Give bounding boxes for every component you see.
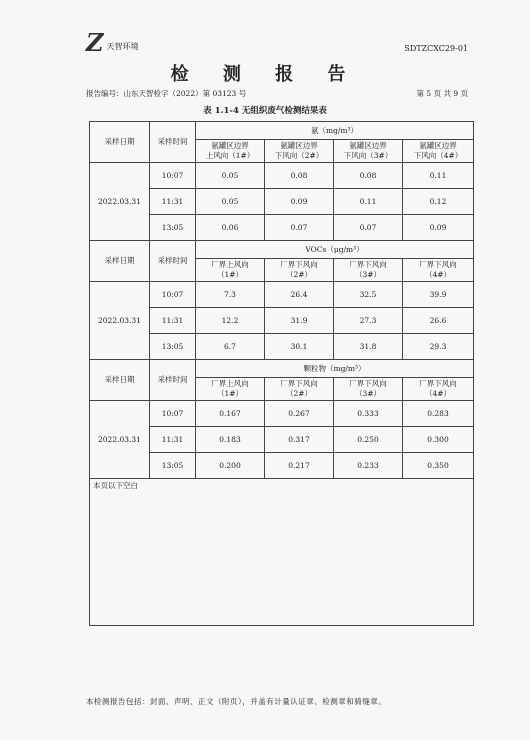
site-header-line: （3#） [354, 389, 382, 398]
measured-value: 32.5 [334, 282, 403, 308]
company-name: 天智环境 [106, 42, 139, 51]
measured-value: 0.333 [334, 401, 403, 427]
measured-value: 31.8 [334, 334, 403, 360]
sample-time: 11:31 [150, 427, 196, 453]
site-header-line: （4#） [424, 389, 452, 398]
site-header [403, 378, 474, 401]
measured-value: 31.9 [265, 308, 334, 334]
table-row [90, 282, 474, 308]
site-header-line: 厂界上风向 [211, 379, 249, 388]
site-header-line: 厂界上风向 [211, 260, 249, 269]
site-header-line: （2#） [285, 270, 313, 279]
table-row [90, 163, 474, 189]
measured-value: 27.3 [334, 308, 403, 334]
measured-value: 0.05 [196, 189, 265, 215]
sample-time-header: 采样时间 [150, 122, 196, 163]
sample-time: 10:07 [150, 282, 196, 308]
site-header [265, 378, 334, 401]
measured-value: 0.11 [403, 163, 474, 189]
measured-value: 39.9 [403, 282, 474, 308]
site-header-line: （1#） [216, 389, 244, 398]
measured-value: 0.250 [334, 427, 403, 453]
site-header-line: 厂界下风向 [280, 260, 318, 269]
site-header [196, 259, 265, 282]
results-table [89, 121, 474, 626]
measured-value: 0.217 [265, 453, 334, 479]
site-header [265, 140, 334, 163]
measured-value: 0.317 [265, 427, 334, 453]
site-header [265, 259, 334, 282]
company-logo [86, 28, 139, 57]
document-code: SDTZCXC29-01 [404, 44, 468, 53]
sample-time: 13:05 [150, 453, 196, 479]
page-title: 检 测 报 告 [170, 64, 360, 85]
measured-value: 0.200 [196, 453, 265, 479]
measured-value: 0.05 [196, 163, 265, 189]
site-header-line: 氨罐区边界 [349, 141, 387, 150]
site-header [196, 378, 265, 401]
sample-time: 11:31 [150, 308, 196, 334]
sample-time: 13:05 [150, 334, 196, 360]
site-header-line: 厂界下风向 [280, 379, 318, 388]
site-header [403, 140, 474, 163]
measured-value: 0.183 [196, 427, 265, 453]
measured-value: 26.4 [265, 282, 334, 308]
blank-row [90, 479, 474, 626]
sample-time-header: 采样时间 [150, 360, 196, 401]
site-header-line: 下风向（2#） [274, 151, 324, 160]
measured-value: 0.283 [403, 401, 474, 427]
site-header-line: （4#） [424, 270, 452, 279]
measured-value: 0.07 [265, 215, 334, 241]
measured-value: 0.300 [403, 427, 474, 453]
measured-value: 0.167 [196, 401, 265, 427]
site-header [196, 140, 265, 163]
site-header-line: 下风向（3#） [343, 151, 393, 160]
measured-value: 7.3 [196, 282, 265, 308]
blank-note: 本页以下空白 [90, 479, 474, 626]
report-number: 报告编号：山东天智检字（2022）第 03123 号 [86, 89, 247, 98]
page-number: 第 5 页 共 9 页 [416, 89, 468, 98]
measured-value: 0.233 [334, 453, 403, 479]
table-title: 表 1.1-4 无组织废气检测结果表 [203, 106, 327, 116]
measured-value: 0.09 [403, 215, 474, 241]
sample-time: 11:31 [150, 189, 196, 215]
site-header [334, 378, 403, 401]
header-row [90, 122, 474, 140]
sample-date-header: 采样日期 [90, 122, 150, 163]
sample-time: 10:07 [150, 401, 196, 427]
measured-value: 29.3 [403, 334, 474, 360]
measured-value: 26.6 [403, 308, 474, 334]
measured-value: 12.2 [196, 308, 265, 334]
site-header-line: 厂界下风向 [419, 379, 457, 388]
site-header [334, 259, 403, 282]
measured-value: 0.08 [334, 163, 403, 189]
site-header-line: 氨罐区边界 [211, 141, 249, 150]
measured-value: 0.350 [403, 453, 474, 479]
sample-date: 2022.03.31 [90, 401, 150, 479]
site-header-line: 下风向（4#） [413, 151, 463, 160]
site-header [403, 259, 474, 282]
sample-date: 2022.03.31 [90, 163, 150, 241]
parameter-label: 氨（mg/m³） [196, 122, 474, 140]
measured-value: 0.12 [403, 189, 474, 215]
site-header-line: 上风向（1#） [205, 151, 255, 160]
measured-value: 0.11 [334, 189, 403, 215]
sample-time: 10:07 [150, 163, 196, 189]
site-header [334, 140, 403, 163]
sample-time-header: 采样时间 [150, 241, 196, 282]
table-row [90, 401, 474, 427]
site-header-line: （2#） [285, 389, 313, 398]
header-row [90, 360, 474, 378]
measured-value: 6.7 [196, 334, 265, 360]
site-header-line: 厂界下风向 [349, 379, 387, 388]
parameter-label: VOCs（μg/m³） [196, 241, 474, 259]
site-header-line: 氨罐区边界 [280, 141, 318, 150]
site-header-line: （1#） [216, 270, 244, 279]
measured-value: 0.09 [265, 189, 334, 215]
measured-value: 0.267 [265, 401, 334, 427]
measured-value: 30.1 [265, 334, 334, 360]
footer-note: 本检测报告包括：封面、声明、正文（附页），并盖有计量认证章、检测章和骑缝章。 [86, 697, 387, 706]
site-header-line: 厂界下风向 [419, 260, 457, 269]
measured-value: 0.06 [196, 215, 265, 241]
measured-value: 0.07 [334, 215, 403, 241]
logo-mark: Z [86, 28, 104, 57]
sample-date-header: 采样日期 [90, 241, 150, 282]
sample-date: 2022.03.31 [90, 282, 150, 360]
site-header-line: （3#） [354, 270, 382, 279]
sample-date-header: 采样日期 [90, 360, 150, 401]
sample-time: 13:05 [150, 215, 196, 241]
header-row [90, 241, 474, 259]
measured-value: 0.08 [265, 163, 334, 189]
site-header-line: 厂界下风向 [349, 260, 387, 269]
parameter-label: 颗粒物（mg/m³） [196, 360, 474, 378]
site-header-line: 氨罐区边界 [419, 141, 457, 150]
